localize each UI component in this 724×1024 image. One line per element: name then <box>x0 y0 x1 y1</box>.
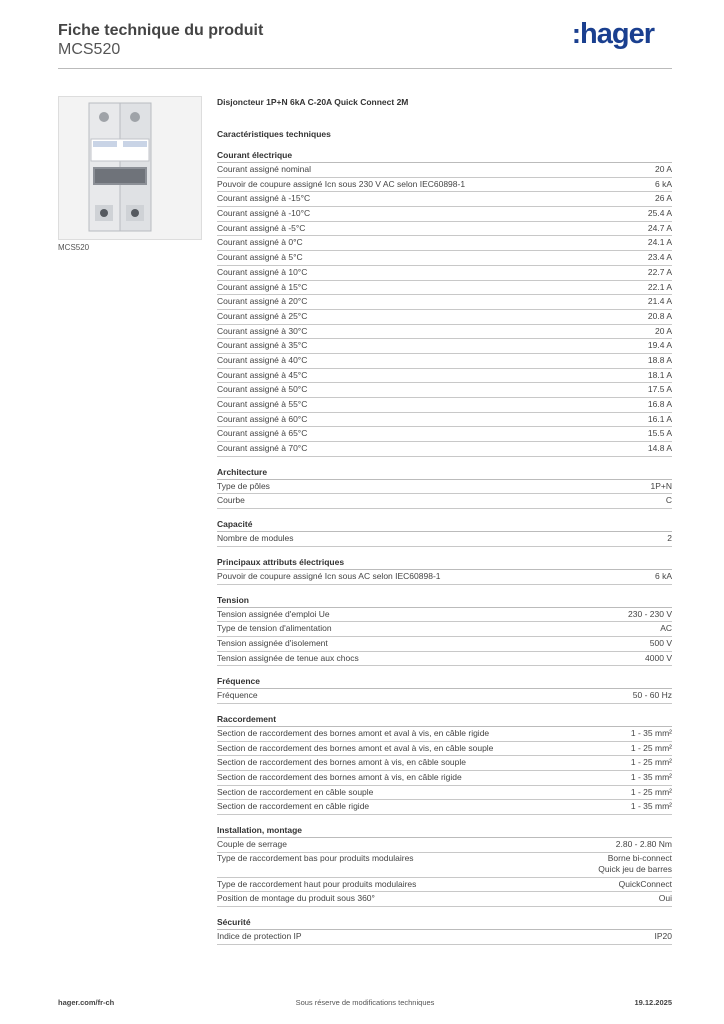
spec-value: 50 - 60 Hz <box>632 690 672 701</box>
spec-value: 1 - 35 mm² <box>630 801 672 812</box>
spec-row <box>217 480 672 495</box>
spec-row <box>217 800 672 815</box>
spec-label: Courbe <box>217 495 245 506</box>
spec-label: Courant assigné à 50°C <box>217 384 308 395</box>
spec-value: 24.7 A <box>647 222 672 233</box>
spec-value: Oui <box>658 893 672 904</box>
spec-label: Courant assigné à 40°C <box>217 354 308 365</box>
spec-value: 230 - 230 V <box>628 608 672 619</box>
section-title: Capacité <box>217 518 672 532</box>
section-title: Fréquence <box>217 675 672 689</box>
spec-row <box>217 853 672 878</box>
spec-value: 20.8 A <box>647 310 672 321</box>
image-caption: MCS520 <box>58 243 90 252</box>
footer-disclaimer: Sous réserve de modifications techniques <box>295 998 435 1007</box>
spec-label: Courant assigné à -5°C <box>217 222 306 233</box>
spec-label: Couple de serrage <box>217 839 287 850</box>
spec-row <box>217 727 672 742</box>
spec-value: 2 <box>667 533 672 544</box>
spec-label: Courant assigné nominal <box>217 164 312 174</box>
spec-row <box>217 369 672 384</box>
spec-row <box>217 637 672 652</box>
spec-value: Borne bi-connect Quick jeu de barres <box>598 852 672 874</box>
hager-logo: :hager <box>571 18 654 50</box>
spec-row <box>217 207 672 222</box>
spec-row <box>217 236 672 251</box>
spec-row <box>217 295 672 310</box>
header-divider <box>58 68 672 69</box>
spec-value: 23.4 A <box>647 252 672 263</box>
spec-label: Courant assigné à 45°C <box>217 369 308 380</box>
section-title: Raccordement <box>217 713 672 727</box>
spec-value: 18.1 A <box>647 369 672 380</box>
spec-value: AC <box>660 623 672 634</box>
spec-row <box>217 398 672 413</box>
spec-row <box>217 427 672 442</box>
spec-row <box>217 771 672 786</box>
footer-website: hager.com/fr-ch <box>58 998 115 1007</box>
spec-value: 20 A <box>654 164 672 174</box>
spec-row <box>217 570 672 585</box>
spec-label: Courant assigné à 5°C <box>217 252 303 263</box>
spec-row <box>217 192 672 207</box>
spec-row <box>217 532 672 547</box>
spec-label: Tension assignée d'isolement <box>217 637 328 648</box>
spec-value: 22.7 A <box>647 266 672 277</box>
spec-label: Courant assigné à 30°C <box>217 325 308 336</box>
spec-row <box>217 622 672 637</box>
spec-label: Section de raccordement des bornes amont et aval à vis, en câble rigide <box>217 727 490 738</box>
spec-value: 6 kA <box>654 178 672 189</box>
spec-value: 21.4 A <box>647 296 672 307</box>
spec-row <box>217 251 672 266</box>
section-title: Courant électrique <box>217 149 672 163</box>
spec-value: 1 - 25 mm² <box>630 757 672 768</box>
spec-value: 1 - 35 mm² <box>630 727 672 738</box>
spec-value: 1 - 35 mm² <box>630 772 672 782</box>
spec-label: Nombre de modules <box>217 533 294 544</box>
spec-label: Section de raccordement des bornes amont à vis, en câble rigide <box>217 772 462 782</box>
spec-sections <box>217 149 672 945</box>
spec-label: Type de raccordement bas pour produits modulaires <box>217 852 414 863</box>
spec-label: Pouvoir de coupure assigné Icn sous 230 V AC selon IEC60898-1 <box>217 178 466 189</box>
spec-value: 25.4 A <box>647 208 672 219</box>
spec-row <box>217 383 672 398</box>
spec-label: Courant assigné à 65°C <box>217 428 308 439</box>
spec-label: Type de pôles <box>217 480 270 491</box>
spec-value: 19.4 A <box>647 340 672 351</box>
spec-label: Courant assigné à 60°C <box>217 413 308 424</box>
footer-date: 19.12.2025 <box>634 998 672 1007</box>
spec-row <box>217 413 672 428</box>
document-title: Fiche technique du produit <box>58 22 264 39</box>
section-title: Sécurité <box>217 916 672 930</box>
spec-row <box>217 689 672 704</box>
spec-row <box>217 281 672 296</box>
section-title: Architecture <box>217 466 672 480</box>
spec-row <box>217 878 672 893</box>
spec-row <box>217 222 672 237</box>
spec-value: 16.8 A <box>647 399 672 409</box>
spec-label: Fréquence <box>217 690 258 701</box>
tech-characteristics-heading: Caractéristiques techniques <box>217 129 331 139</box>
logo-text: hager <box>580 18 654 50</box>
circuit-breaker-illustration <box>59 97 201 239</box>
spec-row <box>217 838 672 853</box>
spec-value: 17.5 A <box>647 384 672 395</box>
spec-label: Courant assigné à 15°C <box>217 281 308 292</box>
spec-value: 2.80 - 2.80 Nm <box>615 839 672 850</box>
page-header <box>58 20 672 70</box>
product-name: Disjoncteur 1P+N 6kA C-20A Quick Connect 2M <box>217 97 409 107</box>
spec-row <box>217 756 672 771</box>
spec-label: Courant assigné à 70°C <box>217 443 308 454</box>
spec-value: 14.8 A <box>647 443 672 454</box>
spec-row <box>217 339 672 354</box>
spec-label: Tension assignée d'emploi Ue <box>217 608 330 619</box>
spec-row <box>217 786 672 801</box>
spec-label: Indice de protection IP <box>217 931 302 942</box>
spec-row <box>217 354 672 369</box>
spec-label: Section de raccordement des bornes amont et aval à vis, en câble souple <box>217 742 494 753</box>
spec-row <box>217 608 672 623</box>
spec-label: Courant assigné à -15°C <box>217 193 311 204</box>
spec-value: 1 - 25 mm² <box>630 742 672 753</box>
section-title: Principaux attributs électriques <box>217 556 672 570</box>
spec-value: 500 V <box>649 637 672 648</box>
spec-row <box>217 742 672 757</box>
spec-label: Section de raccordement en câble souple <box>217 786 374 797</box>
spec-value: 4000 V <box>645 652 672 663</box>
spec-label: Courant assigné à 55°C <box>217 399 308 409</box>
product-image <box>58 96 202 240</box>
spec-value: IP20 <box>654 931 672 942</box>
spec-label: Type de raccordement haut pour produits modulaires <box>217 878 417 889</box>
spec-label: Section de raccordement en câble rigide <box>217 801 370 812</box>
spec-label: Type de tension d'alimentation <box>217 623 332 634</box>
spec-label: Section de raccordement des bornes amont à vis, en câble souple <box>217 757 467 768</box>
spec-row <box>217 930 672 945</box>
spec-value: 20 A <box>654 325 672 336</box>
section-title: Tension <box>217 594 672 608</box>
spec-label: Courant assigné à -10°C <box>217 208 311 219</box>
spec-label: Courant assigné à 35°C <box>217 340 308 351</box>
spec-row <box>217 892 672 907</box>
spec-row <box>217 163 672 178</box>
spec-label: Courant assigné à 25°C <box>217 310 308 321</box>
spec-value: 18.8 A <box>647 354 672 365</box>
spec-value: 24.1 A <box>647 237 672 248</box>
spec-row <box>217 442 672 457</box>
spec-content <box>217 97 672 945</box>
spec-row <box>217 652 672 667</box>
spec-row <box>217 266 672 281</box>
spec-row <box>217 325 672 340</box>
spec-row <box>217 178 672 193</box>
spec-value: 1P+N <box>650 480 672 491</box>
spec-label: Pouvoir de coupure assigné Icn sous AC selon IEC60898-1 <box>217 570 441 581</box>
spec-value: 6 kA <box>654 570 672 581</box>
spec-value: 26 A <box>654 193 672 204</box>
spec-label: Courant assigné à 0°C <box>217 237 303 248</box>
spec-row <box>217 310 672 325</box>
spec-value: 22.1 A <box>647 281 672 292</box>
spec-label: Courant assigné à 10°C <box>217 266 308 277</box>
spec-row <box>217 494 672 509</box>
spec-label: Courant assigné à 20°C <box>217 296 308 307</box>
spec-value: C <box>665 495 672 506</box>
document-subtitle: MCS520 <box>58 41 121 58</box>
spec-label: Position de montage du produit sous 360° <box>217 893 375 904</box>
spec-value: 1 - 25 mm² <box>630 786 672 797</box>
spec-value: 15.5 A <box>647 428 672 439</box>
spec-label: Tension assignée de tenue aux chocs <box>217 652 359 663</box>
spec-value: 16.1 A <box>647 413 672 424</box>
spec-value: QuickConnect <box>618 878 672 889</box>
section-title: Installation, montage <box>217 824 672 838</box>
